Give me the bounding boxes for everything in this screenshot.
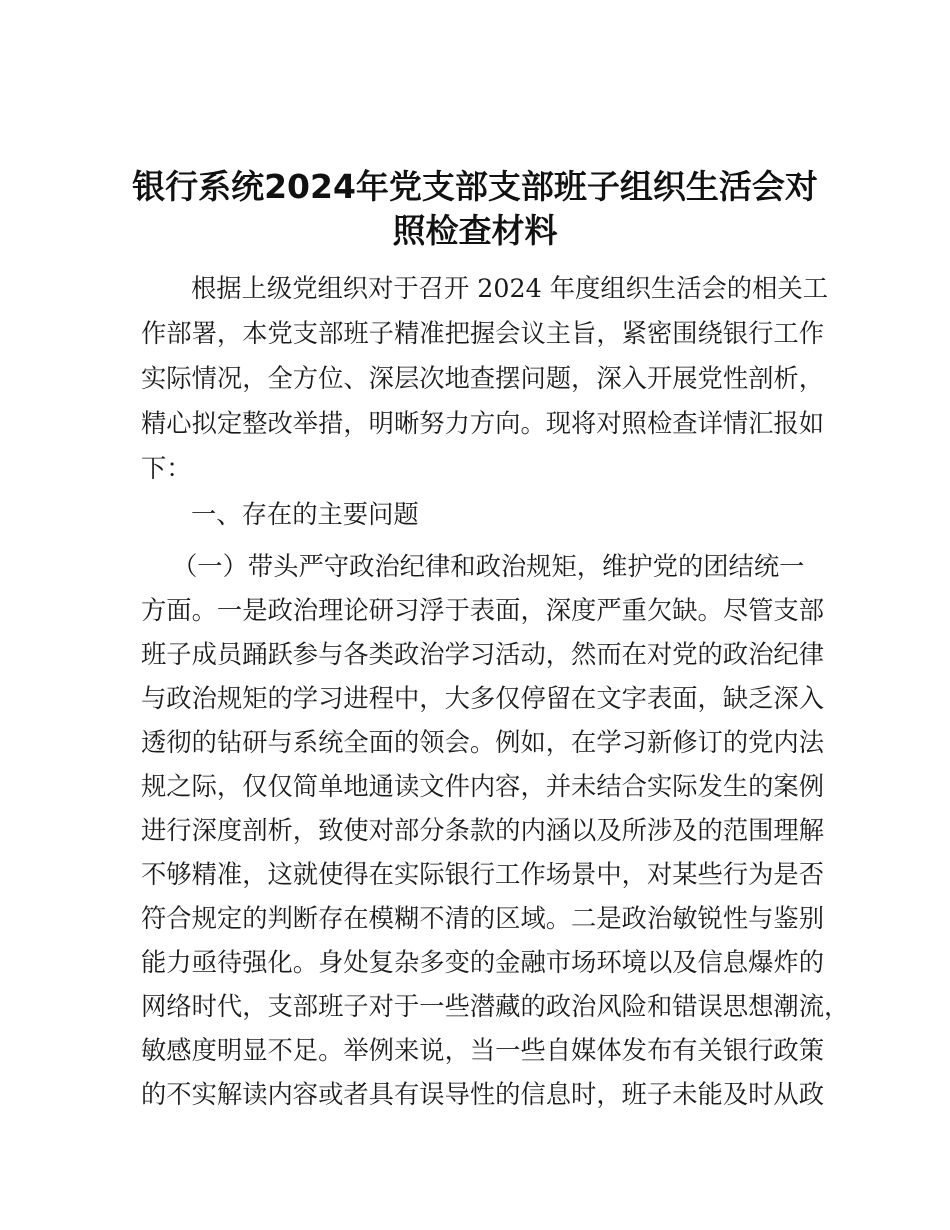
body-text-line: 与政治规矩的学习进程中，大多仅停留在文字表面，缺乏深入	[141, 684, 825, 713]
body-text-line: 规之际，仅仅简单地通读文件内容，并未结合实际发生的案例	[141, 772, 825, 801]
document-title-line-1: 银行系统2024年党支部支部班子组织生活会对	[132, 167, 818, 206]
body-text-line: 敏感度明显不足。举例来说，当一些自媒体发布有关银行政策	[141, 1036, 825, 1065]
body-text-line: 进行深度剖析，致使对部分条款的内涵以及所涉及的范围理解	[141, 816, 825, 845]
document-title-line-2: 照检查材料	[392, 211, 558, 250]
body-text-line: （一）带头严守政治纪律和政治规矩，维护党的团结统一	[172, 552, 805, 581]
body-text-line: 不够精准，这就使得在实际银行工作场景中，对某些行为是否	[141, 860, 825, 889]
body-text-line: 班子成员踊跃参与各类政治学习活动，然而在对党的政治纪律	[141, 640, 825, 669]
body-text-line: 方面。一是政治理论研习浮于表面，深度严重欠缺。尽管支部	[141, 596, 825, 625]
body-text-line: 的不实解读内容或者具有误导性的信息时，班子未能及时从政	[141, 1080, 825, 1109]
body-text-line: 透彻的钻研与系统全面的领会。例如，在学习新修订的党内法	[141, 728, 825, 757]
body-text-line: 精心拟定整改举措，明晰努力方向。现将对照检查详情汇报如	[141, 409, 825, 438]
body-text-line: 作部署，本党支部班子精准把握会议主旨，紧密围绕银行工作	[141, 319, 825, 348]
body-text-line: 根据上级党组织对于召开 2024 年度组织生活会的相关工	[191, 274, 828, 303]
body-text-line: 符合规定的判断存在模糊不清的区域。二是政治敏锐性与鉴别	[141, 904, 825, 933]
body-text-line: 实际情况，全方位、深层次地查摆问题，深入开展党性剖析，	[141, 364, 825, 393]
body-text-line: 能力亟待强化。身处复杂多变的金融市场环境以及信息爆炸的	[141, 948, 825, 977]
body-text-line: 下：	[141, 454, 192, 483]
section-heading: 一、存在的主要问题	[191, 500, 419, 529]
body-text-line: 网络时代，支部班子对于一些潜藏的政治风险和错误思想潮流，	[141, 992, 850, 1021]
